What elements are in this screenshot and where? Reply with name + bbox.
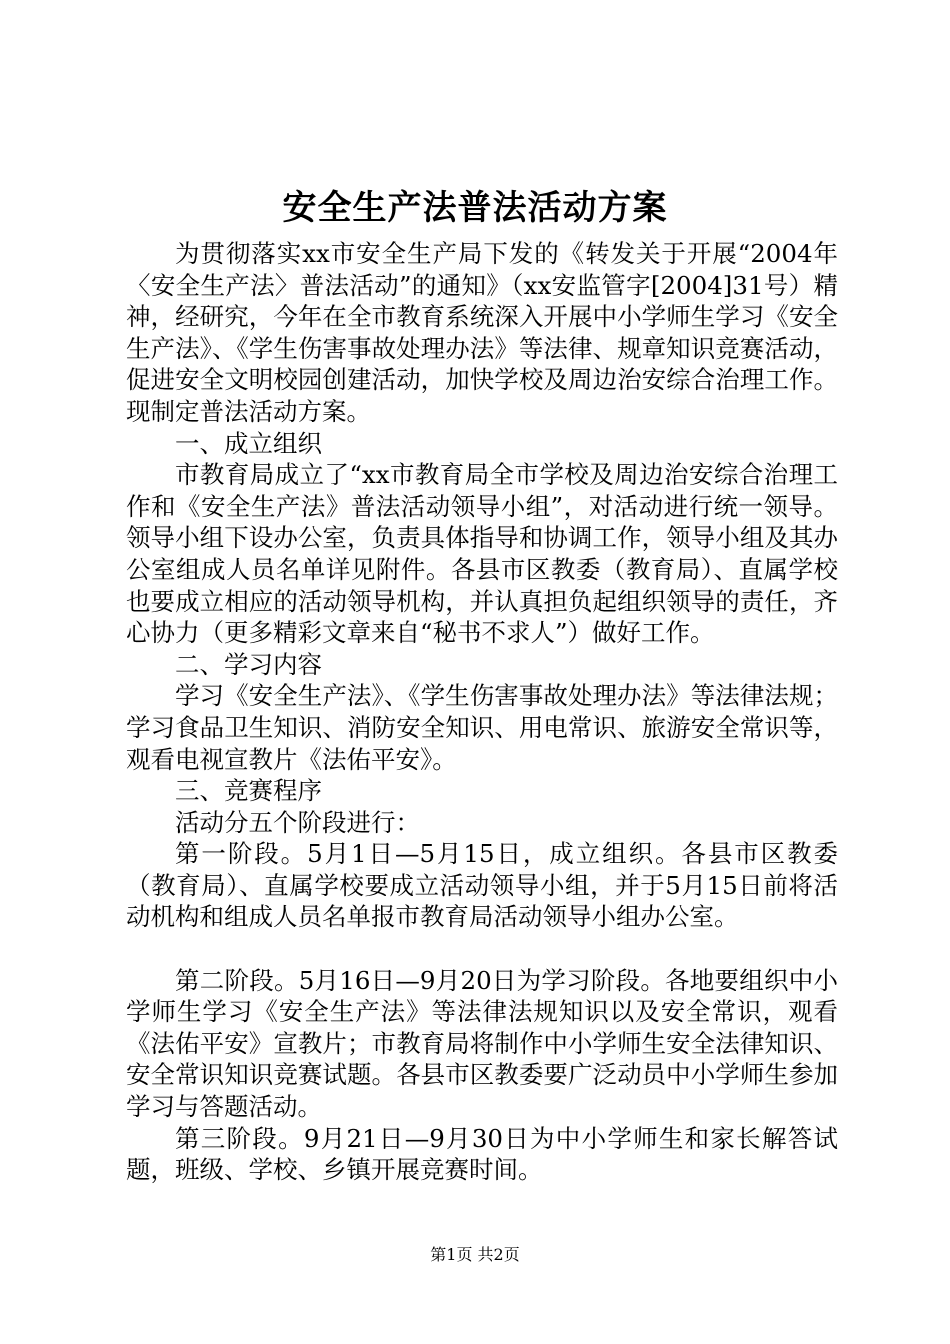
document-title: 安全生产法普法活动方案: [282, 188, 668, 228]
content-paragraph: 学习《安全生产法》、《学生伤害事故处理办法》等法律法规；学习食品卫生知识、消防安全知识、用电常识、旅游安全常识等，观看电视宣教片《法佑平安》。: [126, 681, 838, 774]
section-heading-organization: 一、成立组织: [175, 428, 322, 458]
procedure-intro-paragraph: 活动分五个阶段进行：: [175, 807, 420, 837]
stage-two-paragraph: 第二阶段。5月16日—9月20日为学习阶段。各地要组织中小学师生学习《安全生产法》等法律法规知识以及安全常识，观看《法佑平安》宣教片；市教育局将制作中小学师生安全法律知识、安全常识知识竞赛试题。各县市区教委要广泛动员中小学师生参加学习与答题活动。: [126, 965, 838, 1122]
section-heading-content: 二、学习内容: [175, 649, 322, 679]
document-body: [126, 238, 838, 1186]
page-footer: 第1页 共2页: [430, 1245, 520, 1264]
paragraph-spacer: [126, 933, 838, 965]
stage-one-paragraph: 第一阶段。5月1日—5月15日，成立组织。各县市区教委（教育局）、直属学校要成立活动领导小组，并于5月15日前将活动机构和组成人员名单报市教育局活动领导小组办公室。: [126, 839, 838, 932]
intro-paragraph: 为贯彻落实xx市安全生产局下发的《转发关于开展“2004年〈安全生产法〉普法活动”的通知》（xx安监管字[2004]31号）精神，经研究，今年在全市教育系统深入开展中小学师生学习《安全生产法》、《学生伤害事故处理办法》等法律、规章知识竞赛活动，促进安全文明校园创建活动，加快学校及周边治安综合治理工作。现制定普法活动方案。: [126, 239, 838, 426]
stage-three-paragraph: 第三阶段。9月21日—9月30日为中小学师生和家长解答试题，班级、学校、乡镇开展竞赛时间。: [126, 1123, 838, 1185]
section-heading-procedure: 三、竞赛程序: [175, 776, 322, 806]
organization-paragraph: 市教育局成立了“xx市教育局全市学校及周边治安综合治理工作和《安全生产法》普法活动领导小组”，对活动进行统一领导。领导小组下设办公室，负责具体指导和协调工作，领导小组及其办公室组成人员名单详见附件。各县市区教委（教育局）、直属学校也要成立相应的活动领导机构，并认真担负起组织领导的责任，齐心协力（更多精彩文章来自“秘书不求人”）做好工作。: [126, 460, 838, 648]
